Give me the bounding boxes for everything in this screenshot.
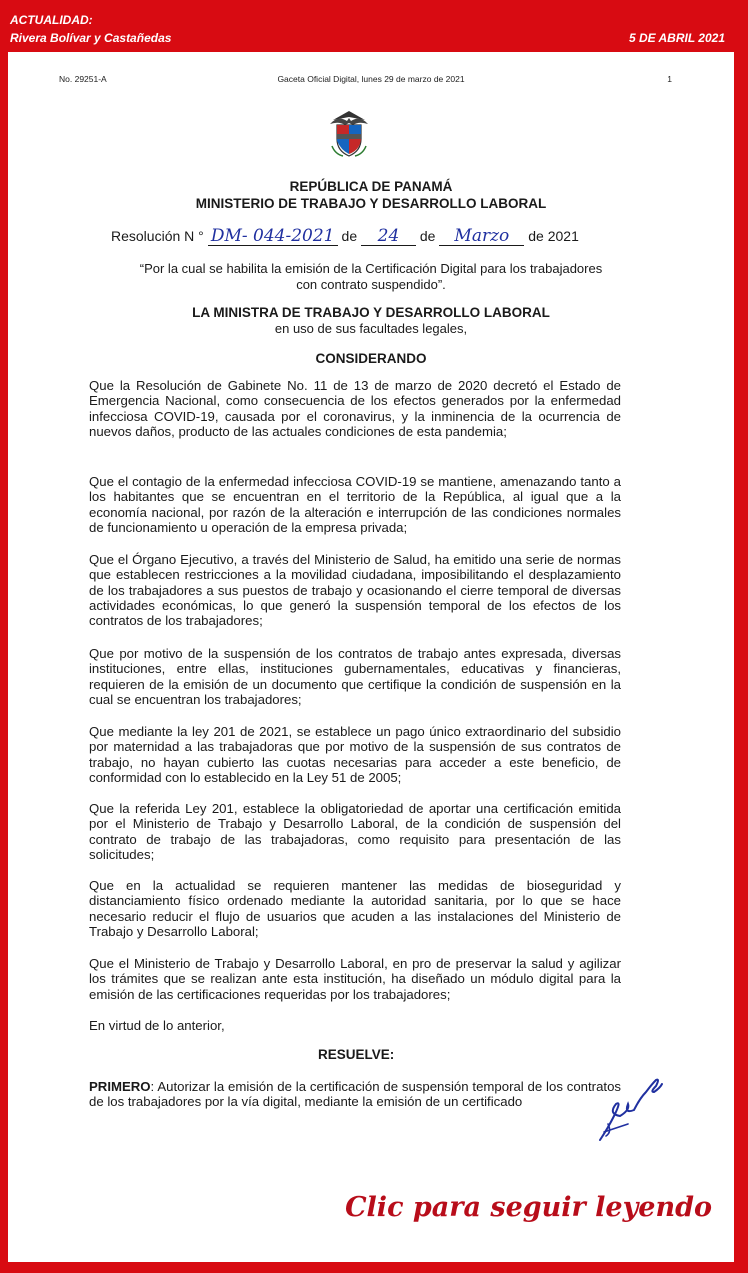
date-label: 5 DE ABRIL 2021 [628, 31, 725, 45]
primero-paragraph [89, 1079, 621, 1110]
resolution-day: 24 [361, 228, 416, 246]
resolution-subject-line-2: con contrato suspendido”. [296, 277, 446, 292]
resolution-subject-line-1: “Por la cual se habilita la emisión de la Certificación Digital para los trabajadores [139, 261, 603, 276]
page-number: 1 [667, 74, 672, 84]
resolution-year: de 2021 [528, 228, 579, 244]
document-link[interactable] [8, 52, 734, 1262]
paragraph: Que el Ministerio de Trabajo y Desarrollo Laboral, en pro de preservar la salud y agilizar los trámites que se realizan ante esta institución, ha diseñado un módulo digital para la emisión de las certificaciones requeridas por los trabajadores; [89, 956, 621, 1002]
authors-label: Rivera Bolívar y Castañedas [10, 31, 172, 45]
resolution-de-2: de [419, 228, 436, 244]
paragraph: Que la Resolución de Gabinete No. 11 de 13 de marzo de 2020 decretó el Estado de Emergencia Nacional, como consecuencia de los efectos generados por la enfermedad infecciosa COVID-19, causada por el coronavirus, y la inminencia de la ocurrencia de nuevos daños, producto de las actuales condiciones de esta pandemia; [89, 378, 621, 439]
resolution-de-1: de [341, 228, 358, 244]
paragraph: Que el Órgano Ejecutivo, a través del Ministerio de Salud, ha emitido una serie de normas que establecen restricciones a la movilidad ciudadana, imposibilitando el desplazamiento de los trabajadores a sus puestos de trabajo y ocasionando el cierre temporal de diversas actividades económicas, lo que generó la suspensión temporal de los efectos de los contratos de los trabajadores; [89, 552, 621, 629]
resolution-line [111, 228, 579, 246]
ministry-title: MINISTERIO DE TRABAJO Y DESARROLLO LABORAL [195, 196, 547, 211]
paragraph: Que por motivo de la suspensión de los contratos de trabajo antes expresada, diversas instituciones, entre ellas, instituciones gubernamentales, educativas y financieras, requieren de la emisión de un documento que certifique la condición de suspensión en la cual se encuentran los trabajadores; [89, 646, 621, 707]
resolution-number: DM- 044-2021 [208, 228, 338, 246]
paragraph: Que en la actualidad se requieren mantener las medidas de bioseguridad y distanciamiento físico ordenado mediante la autoridad sanitaria, por lo que se hace necesario reducir el flujo de usuarios que acuden a las instalaciones del Ministerio de Trabajo y Desarrollo Laboral; [89, 878, 621, 939]
minister-subheading: en uso de sus facultades legales, [274, 321, 468, 336]
republic-title: REPÚBLICA DE PANAMÁ [289, 179, 453, 194]
section-label: ACTUALIDAD: [10, 13, 93, 27]
minister-heading: LA MINISTRA DE TRABAJO Y DESARROLLO LABORAL [192, 305, 550, 320]
read-more-link[interactable]: Clic para seguir leyendo [345, 1192, 712, 1223]
paragraph: Que mediante la ley 201 de 2021, se establece un pago único extraordinario del subsidio por maternidad a las trabajadoras que por motivo de la suspensión de sus contratos de trabajo, no hayan cubierto las cuotas necesarias para acceder a este beneficio, de conformidad con lo establecido en la Ley 51 de 2005; [89, 724, 621, 785]
paragraph: En virtud de lo anterior, [89, 1018, 225, 1033]
considerando-heading: CONSIDERANDO [315, 351, 427, 366]
paragraph: Que la referida Ley 201, establece la obligatoriedad de aportar una certificación emitida por el Ministerio de Trabajo y Desarrollo Laboral, de la condición de suspensión del contrato de trabajo de las trabajadoras, como requisito para presentación de las solicitudes; [89, 801, 621, 862]
gazette-number: No. 29251-A [59, 74, 107, 84]
header-banner [0, 0, 748, 52]
document-page [8, 52, 734, 1262]
handwritten-signature [594, 1070, 664, 1144]
primero-label: PRIMERO [89, 1079, 151, 1094]
primero-text: : Autorizar la emisión de la certificación de suspensión temporal de los contratos de los trabajadores por la vía digital, mediante la emisión de un certificado [89, 1079, 621, 1110]
gazette-title: Gaceta Oficial Digital, lunes 29 de marzo de 2021 [277, 74, 465, 84]
coat-of-arms-icon [327, 106, 371, 158]
resolution-month: Marzo [439, 228, 524, 246]
resolution-prefix: Resolución N ° [111, 228, 204, 244]
resuelve-heading: RESUELVE: [318, 1047, 395, 1062]
paragraph: Que el contagio de la enfermedad infecciosa COVID-19 se mantiene, amenazando tanto a los habitantes que se encuentran en el territorio de la República, al igual que a la economía nacional, por razón de la alteración e interrupción de las condiciones normales de funcionamiento u operación de la empresa privada; [89, 474, 621, 535]
